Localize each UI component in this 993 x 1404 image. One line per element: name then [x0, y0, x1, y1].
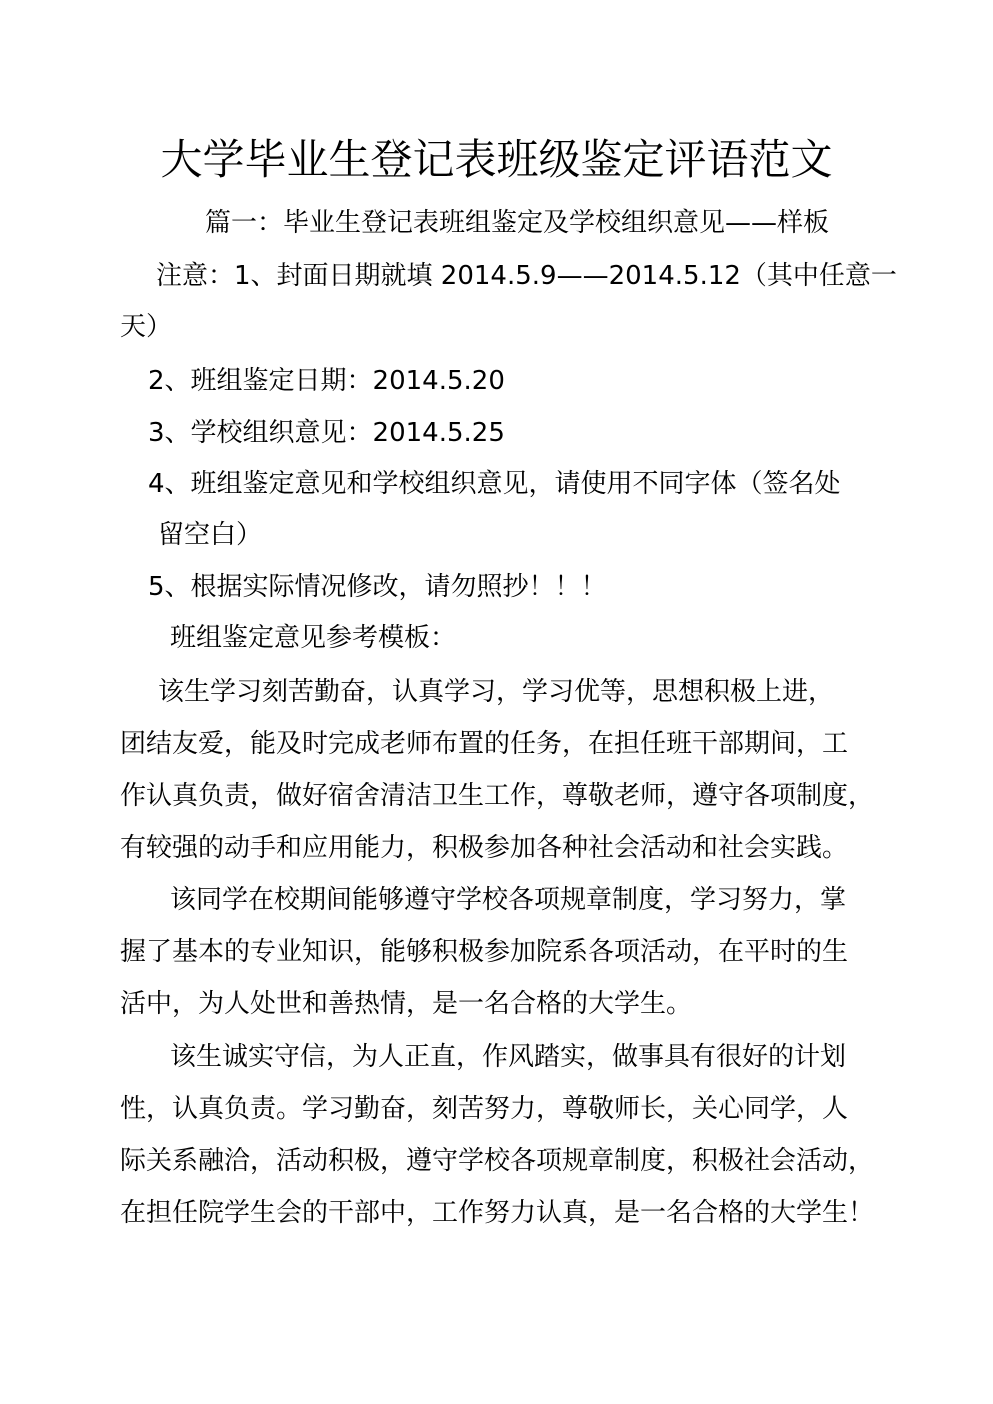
- template-heading: 班组鉴定意见参考模板：: [170, 623, 457, 653]
- note-item-2: 2、班组鉴定日期：2014.5.20: [148, 366, 505, 396]
- paragraph-1-line-2: 团结友爱，能及时完成老师布置的任务，在担任班干部期间，工: [120, 729, 849, 759]
- paragraph-1-line-1: 该生学习刻苦勤奋，认真学习，学习优等，思想积极上进，: [158, 677, 835, 707]
- paragraph-2-line-1: 该同学在校期间能够遵守学校各项规章制度，学习努力，掌: [170, 885, 847, 915]
- paragraph-3-line-4: 在担任院学生会的干部中，工作努力认真，是一名合格的大学生！: [120, 1198, 875, 1228]
- note-item-3: 3、学校组织意见：2014.5.25: [148, 418, 505, 448]
- paragraph-3-line-3: 际关系融洽，活动积极，遵守学校各项规章制度，积极社会活动，: [120, 1146, 875, 1176]
- note-line-1: 注意：1、封面日期就填 2014.5.9——2014.5.12（其中任意一: [156, 261, 897, 291]
- paragraph-2-line-3: 活中，为人处世和善热情，是一名合格的大学生。: [120, 989, 693, 1019]
- note-item-5: 5、根据实际情况修改，请勿照抄！！！: [148, 572, 607, 602]
- note-item-4-continued: 留空白）: [158, 520, 263, 550]
- paragraph-1-line-3: 作认真负责，做好宿舍清洁卫生工作，尊敬老师，遵守各项制度，: [120, 781, 875, 811]
- subtitle: 篇一：毕业生登记表班组鉴定及学校组织意见——样板: [205, 208, 830, 238]
- paragraph-3-line-1: 该生诚实守信，为人正直，作风踏实，做事具有很好的计划: [170, 1042, 847, 1072]
- paragraph-2-line-2: 握了基本的专业知识，能够积极参加院系各项活动，在平时的生: [120, 937, 849, 967]
- paragraph-1-line-4: 有较强的动手和应用能力，积极参加各种社会活动和社会实践。: [120, 833, 849, 863]
- note-item-4: 4、班组鉴定意见和学校组织意见，请使用不同字体（签名处: [148, 469, 841, 499]
- document-title: 大学毕业生登记表班级鉴定评语范文: [160, 135, 833, 184]
- note-line-1-continued: 天）: [120, 312, 173, 342]
- paragraph-3-line-2: 性，认真负责。学习勤奋，刻苦努力，尊敬师长，关心同学，人: [120, 1094, 849, 1124]
